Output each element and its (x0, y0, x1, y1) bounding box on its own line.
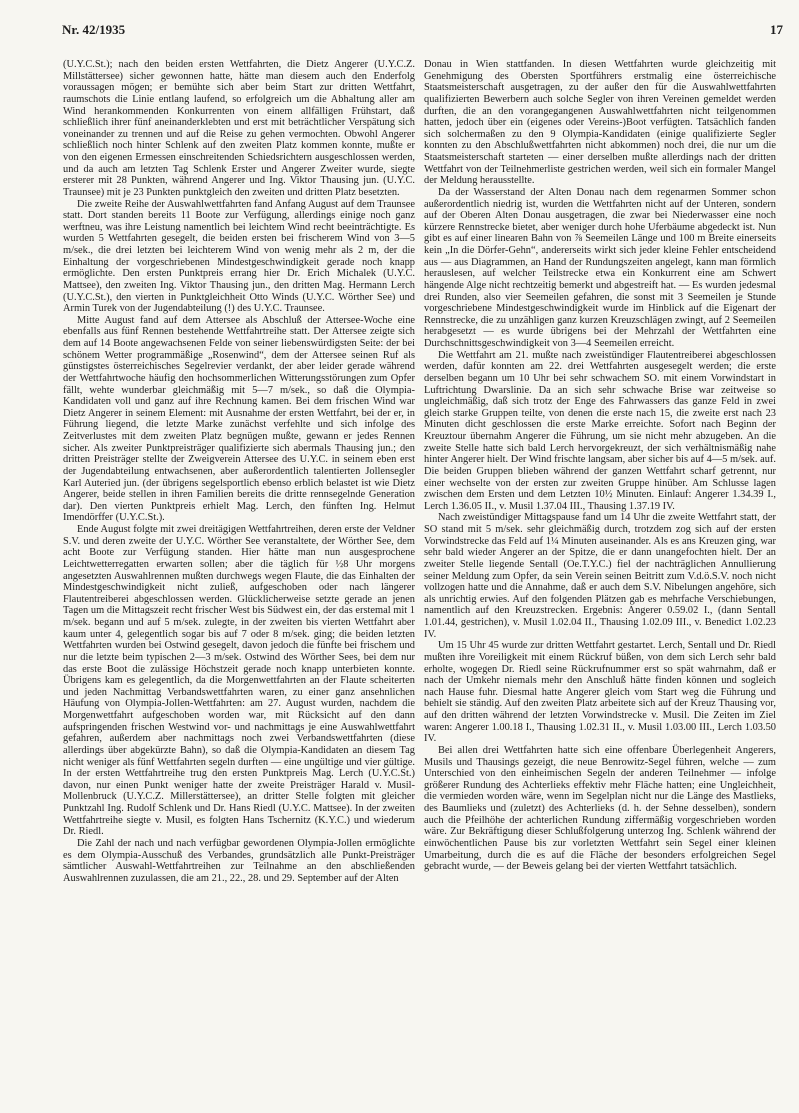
page-header (62, 20, 783, 40)
paragraph: Da der Wasserstand der Alten Donau nach dem regenarmen Sommer schon außerordentlich niedrig ist, wurden die Wettfahrten nicht auf der Unteren, sondern auf der Oberen Alten Donau ausgetragen, die zwar bei Niederwasser eine noch kürzere Rennstrecke bietet, aber weniger durch hohe Uferbäume abgedeckt ist. Nun gibt es auf einer linearen Bahn von ⅞ Seemeilen Länge und 100 m Breite einerseits kein „In die Dörfer-Gehn“, andererseits wirkt sich jeder kleine Fehler entscheidend aus — aus Diagrammen, an Hand der Rundungszeiten angelegt, kann man förmlich herauslesen, auf welcher Teilstrecke etwa ein Konkurrent eine am Schwert hängende Alge nicht rechtzeitig bemerkt und abgestreift hat. — Es wurden jedesmal drei Runden, also vier Seemeilen gefahren, die sonst mit 3 Seemeilen je Stunde vorgeschriebene Mindestgeschwindigkeit wurde im Hinblick auf die Eigenart der Rennstrecke, die zu unzähligen ganz kurzen Kreuzschlägen zwingt, auf 2 Seemeilen herabgesetzt — es wurde übrigens bei der Mehrzahl der Wettfahrten eine Durchschnittsgeschwindigkeit von 3—4 Seemeilen erreicht. (424, 186, 776, 349)
right-column (424, 59, 776, 1089)
left-column (63, 59, 415, 1089)
paragraph: Mitte August fand auf dem Attersee als Abschluß der Attersee-Woche eine ebenfalls aus fünf Rennen bestehende Wettfahrtreihe statt. Der Attersee zeigte sich dem auf 14 Boote angewachsenen Felde von seiner liebenswürdigsten Seite: der bei schönem Wetter programmäßige „Rosenwind“, dem der Attersee seinen Ruf als günstigstes österreichisches Segelrevier verdankt, der aber leider gerade während der Wettfahrtwoche häufig den hochsommerlichen Witterungsstörungen zum Opfer fällt, wehte wunderbar gleichmäßig mit 5—7 m/sek., so daß die Olympia-Kandidaten voll und ganz auf ihre Rechnung kamen. Bei dem frischen Wind war Dietz Angerer in seinem Element: mit Ausnahme der ersten Wettfahrt, bei der er, in Führung liegend, die letzte Marke zunächst verfehlte und sich infolge des Zeitverlustes mit dem zweiten Platz begnügen mußte, gewann er jedes Rennen sicher. Als zweiter Punktpreisträger qualifizierte sich abermals Thausing jun.; den dritten Preisträger stellte der Zweigverein Attersee des U.Y.C. in seinem eben erst der Jugendabteilung entwachsenen, aber außerordentlich talentierten Jollensegler Karl Auteried jun. (der übrigens segelsportlich ebenso erblich belastet ist wie Dietz Angerer, beide stellen in ihren Familien bereits die dritte rennsegelnde Generation dar). Den vierten Punktpreis erhielt Mag. Lerch, den fünften Ing. Helmut Imendörffer (U.Y.C.St.). (63, 314, 415, 524)
page-number: 17 (770, 22, 783, 37)
paragraph: Die Wettfahrt am 21. mußte nach zweistündiger Flautentreiberei abgeschlossen werden, dafür konnten am 22. drei Wettfahrten ausgesegelt werden; die erste derselben begann um 10 Uhr bei sehr schwachem SO. mit einem Vorwindstart in Luftrichtung Dwarslinie. Da an sich sehr schwache Brise war zeitweise so ungleichmäßig, daß sich trotz der Enge des Fahrwassers das ganze Feld in zwei gleich starke Gruppen teilte, von denen die erste nach 15, die zweite erst nach 23 Minuten dicht geschlossen die erste Marke erreichte. Sofort nach Beginn der Kreuztour übernahm Angerer die Führung, um sie nicht mehr abzugeben. An die zweite Stelle hatte sich bald Lerch hervorgekreuzt, der sich verhältnismäßig nahe hinter Angerer hielt. Der Wind frischte langsam, aber sicher bis auf 4—5 m/sek. auf. Die beiden Gruppen blieben während der ganzen Wettfahrt scharf getrennt, nur einer wechselte von der ersten zur zweiten Gruppe hinüber. Am Schlusse lagen zwischen dem Ersten und dem Letzten 10½ Minuten. Einlauf: Angerer 1.34.39 I., Lerch 1.36.05 II., v. Musil 1.37.04 III., Thausing 1.37.19 IV. (424, 349, 776, 512)
paragraph: Bei allen drei Wettfahrten hatte sich eine offenbare Überlegenheit Angerers, Musils und Thausings gezeigt, die neue Benrowitz-Segel führen, welche — zum Unterschied von den einheimischen Segeln der anderen Teilnehmer — infolge größerer Rundung des Achterlieks effektiv mehr Fläche hatten; eine Ungleichheit, die vermieden worden wäre, wenn im Segelplan nicht nur die Länge des Mastlieks, des Baumlieks und (zuletzt) des Achterlieks (d. h. der Sehne desselben), sondern auch die Pfeilhöhe der achterlichen Rundung ziffermäßig vorgeschrieben worden wäre. Zur Bekräftigung dieser Schlußfolgerung unterzog Ing. Schlenk während der einwöchentlichen Pause bis zur vorletzten Wettfahrt sein Segel einer kleinen Umarbeitung, durch die es auf die Fläche der besonders erfolgreichen Segel gebracht wurde, — der Beweis gelang bei der vierten Wettfahrt tatsächlich. (424, 744, 776, 873)
paragraph: Donau in Wien stattfanden. In diesen Wettfahrten wurde gleichzeitig mit Genehmigung des Obersten Sportführers erstmalig eine österreichische Staatsmeisterschaft ausgetragen, zu der außer den für die Auswahlwettfahrten qualifizierten Bewerbern auch solche Segler von ihren Vereinen gemeldet werden durften, die an den vorangegangenen Auswahlwettfahrten nicht teilgenommen hatten, jedoch über ein (eigenes oder Vereins-)Boot verfügten. Tatsächlich fanden sich solchermaßen zu den 9 Olympia-Kandidaten (einige qualifizierte Segler konnten zu den Abschlußwettfahrten nicht abkommen) noch drei, die nur um die Staatsmeisterschaft starteten — einer derselben mußte allerdings nach der dritten Wettfahrt von der Teilnehmerliste gestrichen werden, weil sich ein formaler Mangel der Meldung herausstellte. (424, 59, 776, 187)
paragraph: Ende August folgte mit zwei dreitägigen Wettfahrtreihen, deren erste der Veldner S.V. und deren zweite der U.Y.C. Wörther See veranstaltete, der Wörther See, dem acht Boote zur Verfügung standen. Hier hätte man nun ausgesprochene Leichtwetterregatten erwarten sollen; aber die täglich für ½8 Uhr morgens angesetzten Auswahlrennen mußten durchwegs wegen Flaute, die das Einhalten der Mindestgeschwindigkeit nicht zuließ, aufgeschoben oder nach längerer Flautentreiberei abgeschlossen werden. Glücklicherweise setzte gerade an jenen Tagen um die Mittagszeit recht frischer West bis Südwest ein, der das erstemal mit 1 m/sek. begann und auf 5 m/sek. zulegte, in der zweiten bis vierten Wettfahrt aber kaum unter 4, gelegentlich sogar bis auf 7 oder 8 m/sek. ging; die beiden letzten Wettfahrten wurden bei Ostwind gesegelt, davon jedoch die fünfte bei frischem und nur die letzte beim typischen 2—3 m/sek. Ostwind des Wörther Sees, bei dem nur das erste Boot die zulässige Höchstzeit gerade noch knapp unterbieten konnte. Übrigens kam es gelegentlich, da die Morgenwettfahrten an der Flaute scheiterten und jeden Nachmittag Verbandswettfahrten waren, zu einer ganz ansehnlichen Häufung von Olympia-Jollen-Wettfahrten: am 27. August wurden, nachdem die Morgenwettfahrt aufgeschoben worden war, mit Rücksicht auf den dann aufspringenden frischen Westwind vor- und nachmittags je eine Auswahlwettfahrt gefahren, außerdem aber nachmittags noch zwei Verbandswettfahrten (diese allerdings über abgekürzte Bahn), so daß die Olympia-Kandidaten an diesem Tag nicht weniger als fünf Wettfahrten segeln durften — eine ungültige und vier gültige. In der ersten Wettfahrtreihe trug den ersten Punktpreis Mag. Lerch (U.Y.C.St.) davon, nur einen Punkt weniger hatte der zweite Preisträger Harald v. Musil-Mollenbruck (U.Y.C.Z. Millerstättersee), an dritter Stelle folgten mit gleicher Punktzahl Ing. Rudolf Schlenk und Dr. Hans Riedl (U.Y.C. Mattsee). In der zweiten Wettfahrtreihe siegte v. Musil, es folgten Hans Tschernitz (K.Y.C.) und wiederum Dr. Riedl. (63, 524, 415, 838)
paragraph: Die zweite Reihe der Auswahlwettfahrten fand Anfang August auf dem Traunsee statt. Dort standen bereits 11 Boote zur Verfügung, allerdings einige noch ganz werftneu, was ihre Leistung namentlich bei leichtem Wind recht beeinträchtigte. Es wurden 5 Wettfahrten gesegelt, die beiden ersten bei frischerem Wind von 3—5 m/sek., die drei letzten bei leichterem Wind von wenig mehr als 2 m, der die Einhaltung der vorgeschriebenen Mindestgeschwindigkeit gerade noch knapp ermöglichte. Den ersten Punktpreis errang hier Dr. Erich Michalek (U.Y.C. Mattsee), den zweiten Ing. Viktor Thausing jun., den dritten Mag. Hermann Lerch (U.Y.C.St.), den vierten in Punktgleichheit Otto Winds (U.Y.C. Wörther See) und Armin Turek von der Jugendabteilung (!) des U.Y.C. Traunsee. (63, 198, 415, 315)
paragraph: Nach zweistündiger Mittagspause fand um 14 Uhr die zweite Wettfahrt statt, der SO stand mit 5 m/sek. sehr gleichmäßig durch, trotzdem zog sich auf der ersten Vorwindstrecke das Feld auf 1¼ Minuten auseinander. Als es ans Kreuzen ging, war sehr bald wieder Angerer an der Spitze, die er dann unangefochten hielt. Der an zweiter Stelle liegende Sentall (Oe.T.Y.C.) fiel der nachträglichen Annullierung seiner Meldung zum Opfer, da sein Verein seinen Beitritt zum V.d.ö.S.V. noch nicht vollzogen hatte und die Annahme, daß er auch dem S.V. Nibelungen angehöre, sich als unrichtig erwies. Auf den folgenden Plätzen gab es mehrfache Verschiebungen, namentlich auf den Kreuzstrecken. Ergebnis: Angerer 0.59.02 I., (dann Sentall 1.01.44, gestrichen), v. Musil 1.02.04 II., Thausing 1.02.09 III., v. Benedict 1.02.23 IV. (424, 512, 776, 640)
paragraph: Die Zahl der nach und nach verfügbar gewordenen Olympia-Jollen ermöglichte es dem Olympia-Ausschuß des Verbandes, grundsätzlich alle Punkt-Preisträger sämtlicher Auswahl-Wettfahrtreihen zur Teilnahme an den abschließenden Auswahlrennen zuzulassen, die am 21., 22., 28. und 29. September auf der Alten (63, 837, 415, 884)
paragraph: Um 15 Uhr 45 wurde zur dritten Wettfahrt gestartet. Lerch, Sentall und Dr. Riedl mußten ihre Voreiligkeit mit einem Rückruf büßen, von dem sich Lerch sehr bald erholte, wogegen Dr. Riedl seine Rückrufnummer erst so spät wahrnahm, daß er nach der Umkehr niemals mehr den Anschluß hätte finden können und sogleich nach Hause fuhr. Diesmal hatte Angerer gleich vom Start weg die Führung und behielt sie ständig. Auf den zweiten Platz arbeitete sich auf der Kreuz Thausing vor, auf den dritten während der letzten Vorwindstrecke v. Musil. Die Zeiten im Ziel waren: Angerer 1.00.18 I., Thausing 1.02.31 II., v. Musil 1.03.00 III., Lerch 1.03.50 IV. (424, 640, 776, 745)
issue-number: Nr. 42/1935 (62, 22, 126, 37)
paragraph: (U.Y.C.St.); nach den beiden ersten Wettfahrten, die Dietz Angerer (U.Y.C.Z. Millstättersee) sicher gewonnen hatte, hätte man diesem auch den Enderfolg voraussagen mögen; er bemühte sich aber beim Start zur dritten Wettfahrt, raumschots die Linie entlang laufend, so erfolgreich um die Abhaltung aller am Wind herankommenden Konkurrenten von einem allfälligen Frühstart, daß schließlich ihrer fünf aneinanderklebten und erst mit beträchtlicher Verspätung sich voneinander zu trennen und auf die Reise zu gehen vermochten. Obwohl Angerer schließlich noch hinter Schlenk auf den zweiten Platz kommen konnte, mußte er von den eigenen Ermessen einschreitenden Schiedsrichtern ausgeschlossen werden, und da auch am letzten Tag Schlenk Erster und Angerer Zweiter wurde, siegte ersterer mit 28 Punkten, während Angerer und Ing. Viktor Thausing jun. (U.Y.C. Traunsee) mit je 23 Punkten punktgleich den zweiten und dritten Platz besetzten. (63, 59, 415, 198)
